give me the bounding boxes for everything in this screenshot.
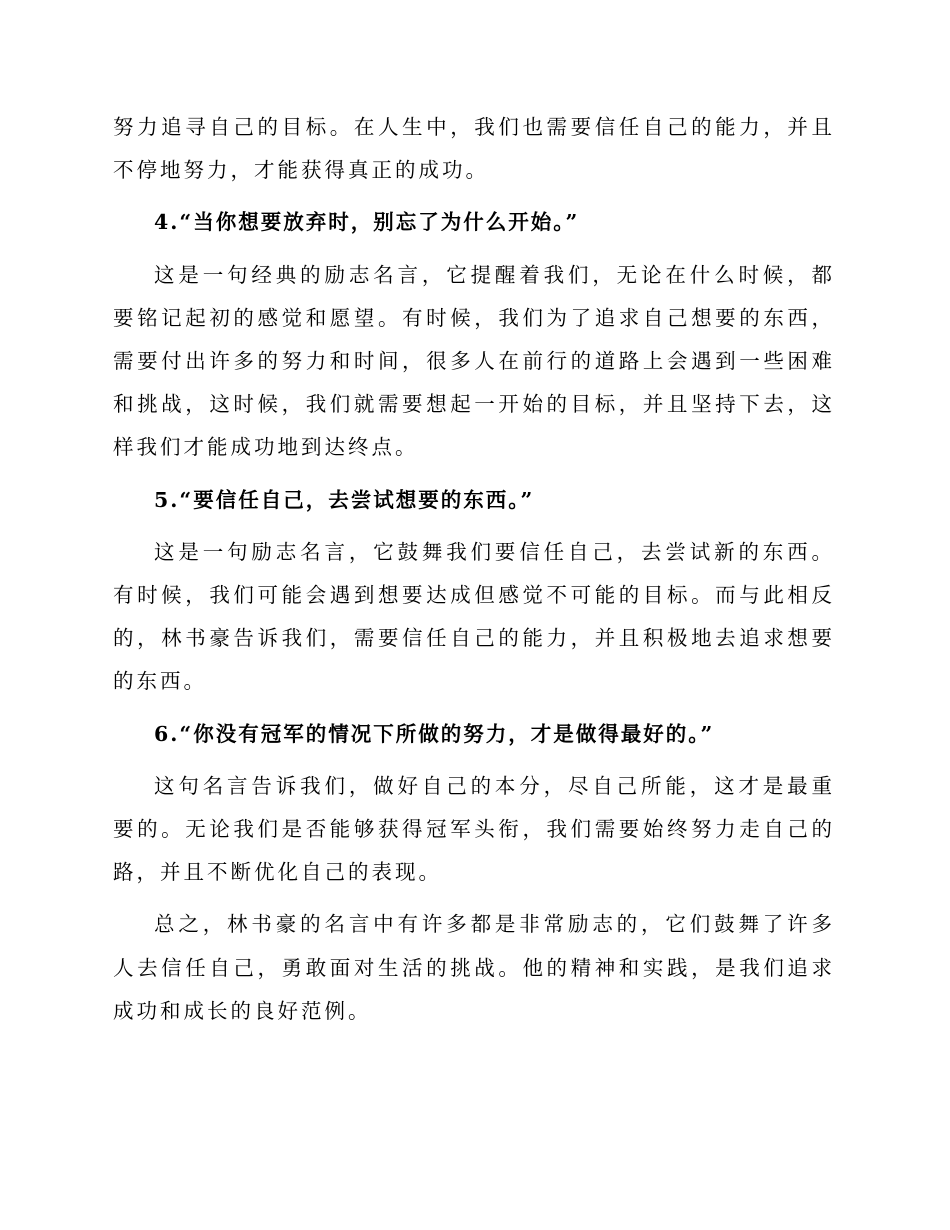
document-page: [113, 106, 835, 1042]
conclusion-paragraph: 总之，林书豪的名言中有许多都是非常励志的，它们鼓舞了许多人去信任自己，勇敢面对生活的挑战。他的精神和实践，是我们追求成功和成长的良好范例。: [113, 912, 835, 1023]
quote-heading-4: 4.“当你想要放弃时，别忘了为什么开始。”: [154, 210, 580, 235]
intro-continuation-paragraph: 努力追寻自己的目标。在人生中，我们也需要信任自己的能力，并且不停地努力，才能获得真正的成功。: [113, 115, 835, 183]
quote-heading-5: 5.“要信任自己，去尝试想要的东西。”: [154, 487, 535, 512]
quote-body-6: 这句名言告诉我们，做好自己的本分，尽自己所能，这才是最重要的。无论我们是否能够获得冠军头衔，我们需要始终努力走自己的路，并且不断优化自己的表现。: [113, 773, 835, 885]
quote-body-4: 这是一句经典的励志名言，它提醒着我们，无论在什么时候，都要铭记起初的感觉和愿望。有时候，我们为了追求自己想要的东西，需要付出许多的努力和时间，很多人在前行的道路上会遇到一些困难和挑战，这时候，我们就需要想起一开始的目标，并且坚持下去，这样我们才能成功地到达终点。: [113, 262, 835, 460]
quote-heading-6: 6.“你没有冠军的情况下所做的努力，才是做得最好的。”: [154, 721, 715, 746]
quote-body-5: 这是一句励志名言，它鼓舞我们要信任自己，去尝试新的东西。有时候，我们可能会遇到想要达成但感觉不可能的目标。而与此相反的，林书豪告诉我们，需要信任自己的能力，并且积极地去追求想要的东西。: [113, 539, 835, 694]
